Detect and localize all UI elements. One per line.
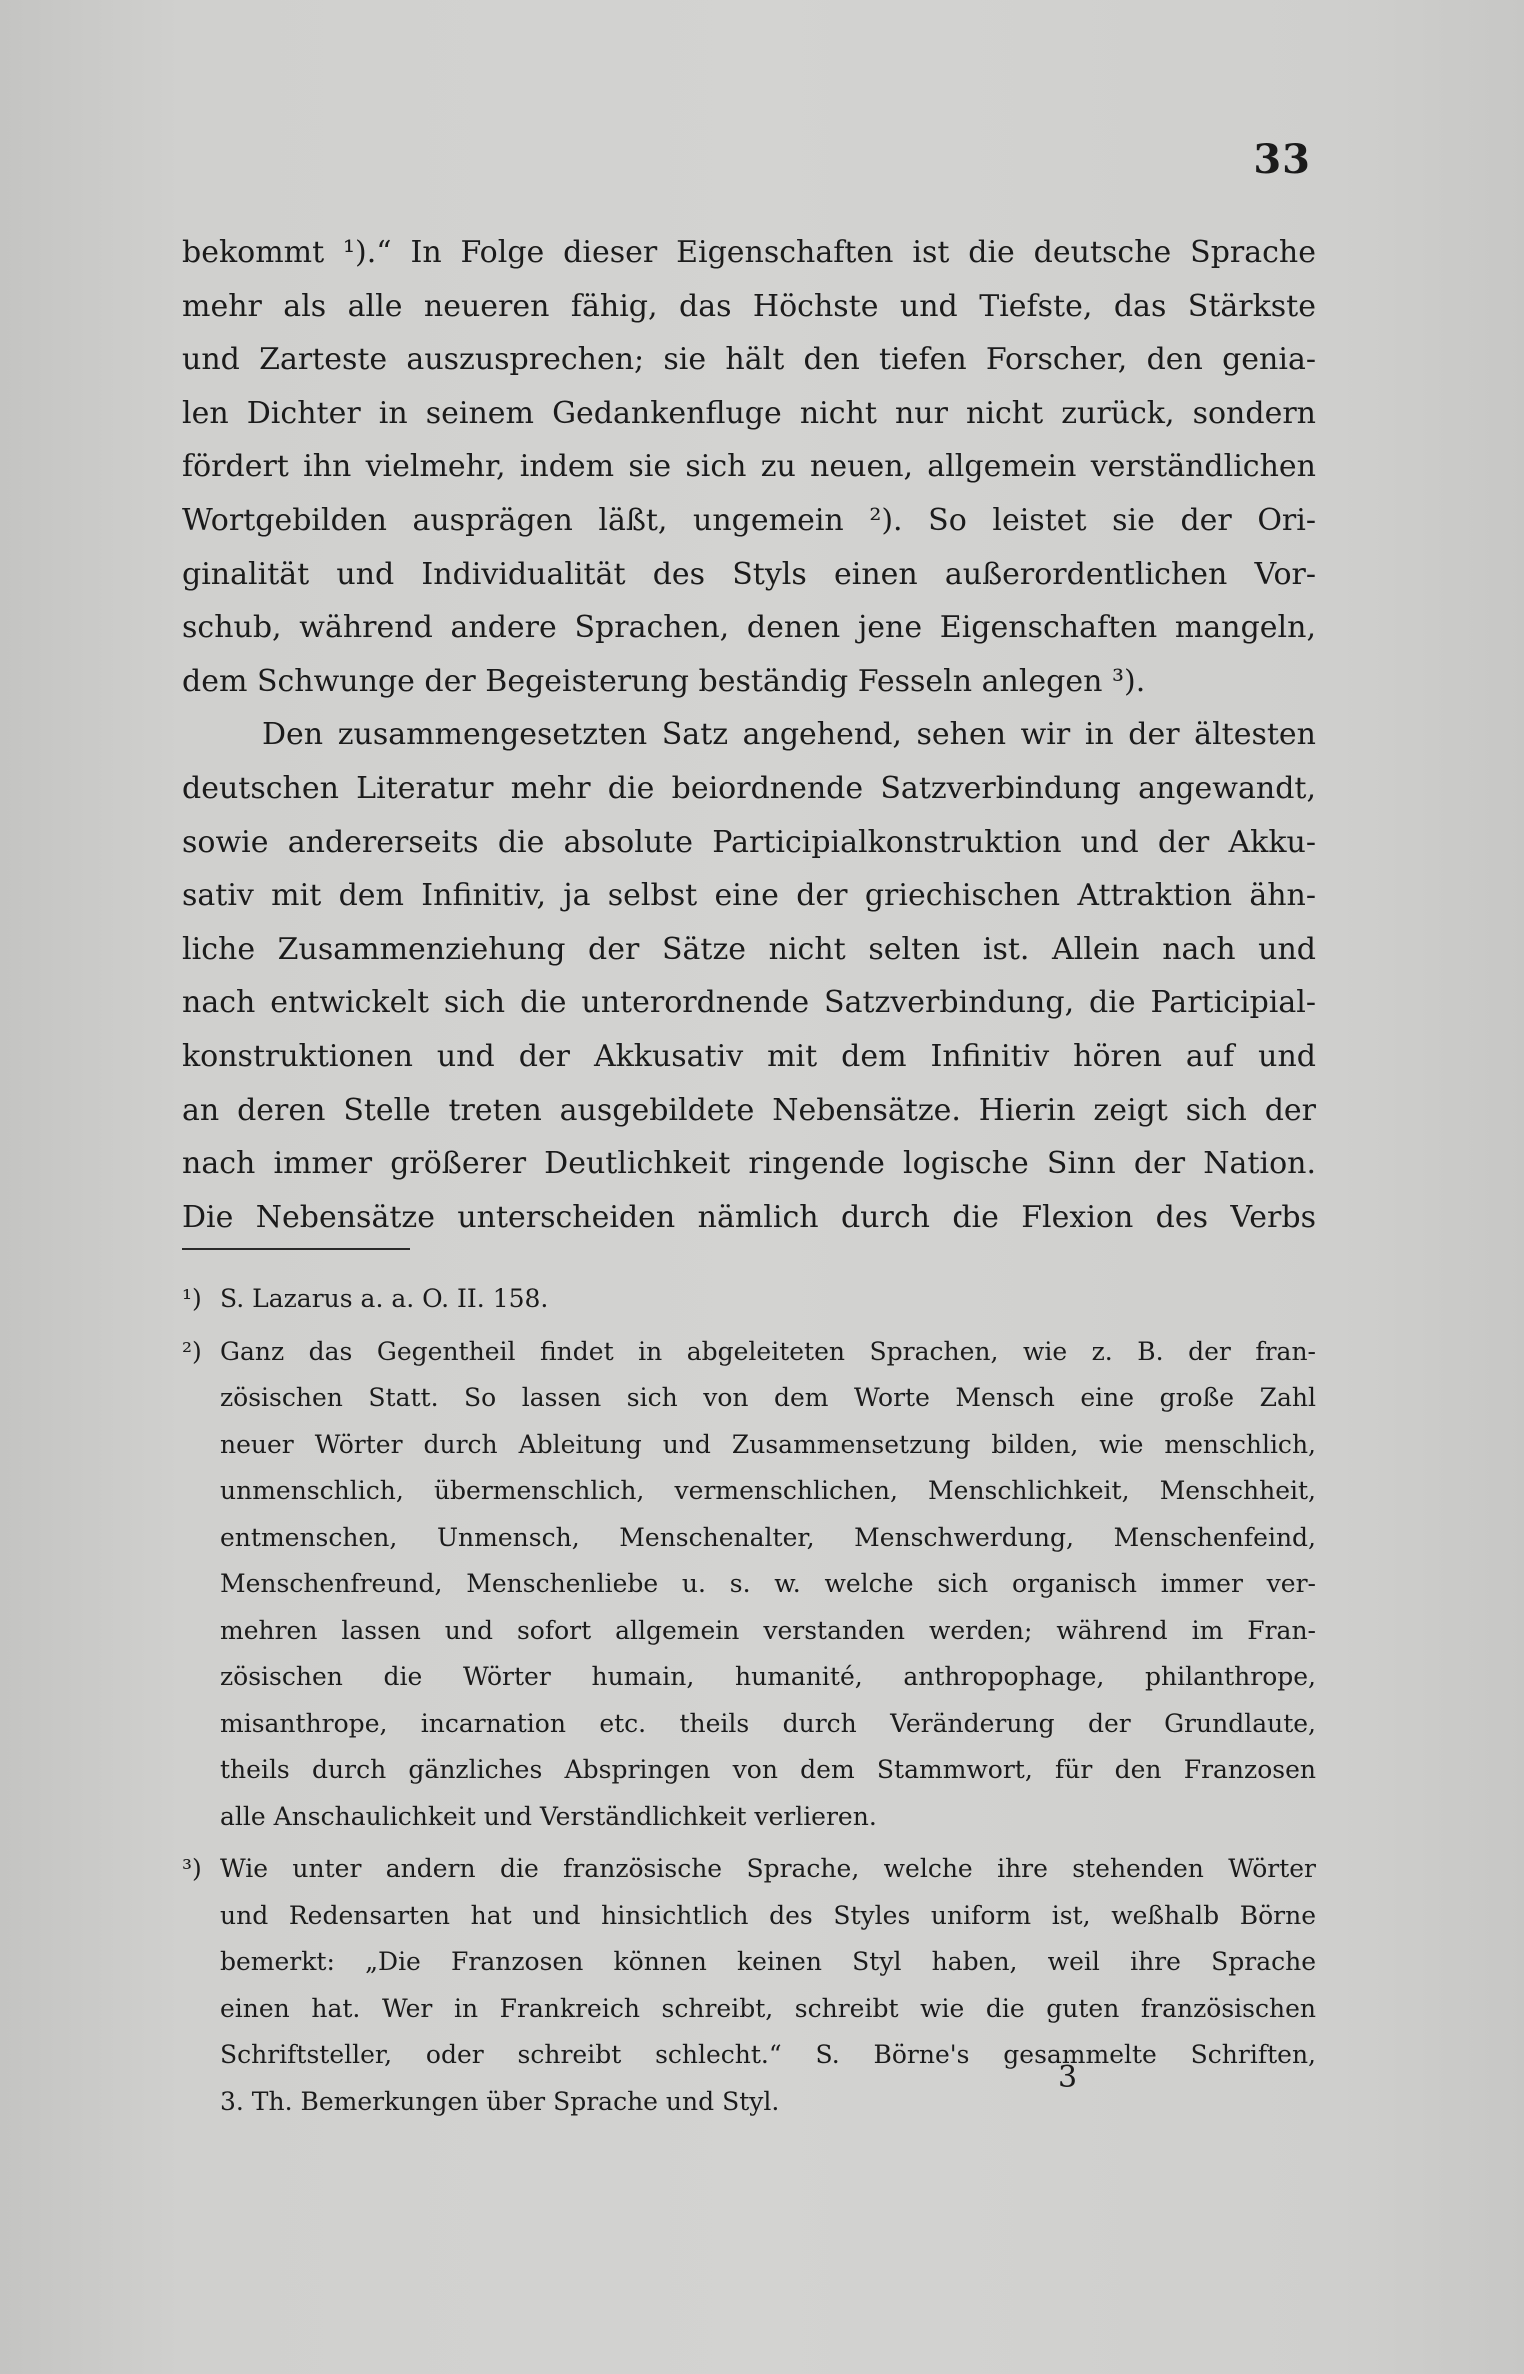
page-number: 33 (1253, 136, 1311, 183)
footnote-line: theils durch gänzliches Abspringen von dem Stammwort, für den Franzosen (220, 1755, 1316, 1784)
text-line: mehr als alle neueren fähig, das Höchste und Tiefste, das Stärkste (182, 288, 1316, 324)
footnote-line: Wie unter andern die französische Sprache, welche ihre stehenden Wörter (220, 1854, 1316, 1883)
footnote-line: und Redensarten hat und hinsichtlich des Styles uniform ist, weßhalb Börne (220, 1900, 1316, 1930)
signature-mark: 3 (1058, 2060, 1078, 2095)
footnote-3 (182, 1846, 1316, 2125)
footnote-line: 3. Th. Bemerkungen über Sprache und Styl. (220, 2086, 780, 2116)
footnote-line: entmenschen, Unmensch, Menschenalter, Menschwerdung, Menschenfeind, (220, 1522, 1316, 1552)
text-line: sativ mit dem Infinitiv, ja selbst eine der griechischen Attraktion ähn- (182, 878, 1316, 914)
text-line: und Zarteste auszusprechen; sie hält den tiefen Forscher, den genia- (182, 342, 1316, 378)
footnote-line: Ganz das Gegentheil findet in abgeleiteten Sprachen, wie z. B. der fran- (220, 1336, 1316, 1366)
text-line: len Dichter in seinem Gedankenfluge nicht nur nicht zurück, sondern (182, 395, 1316, 431)
footnote-line: mehren lassen und sofort allgemein verstanden werden; während im Fran- (220, 1615, 1316, 1645)
text-line: bekommt ¹).“ In Folge dieser Eigenschaften ist die deutsche Sprache (182, 235, 1316, 270)
text-line: sowie andererseits die absolute Participialkonstruktion und der Akku- (182, 824, 1316, 860)
footnote-line: misanthrope, incarnation etc. theils durch Veränderung der Grundlaute, (220, 1708, 1316, 1738)
text-line: Wortgebilden ausprägen läßt, ungemein ²). So leistet sie der Ori- (182, 502, 1316, 538)
text-line: schub, während andere Sprachen, denen jene Eigenschaften mangeln, (182, 610, 1316, 646)
footnote-line: bemerkt: „Die Franzosen können keinen Styl haben, weil ihre Sprache (220, 1947, 1316, 1976)
footnote-line: alle Anschaulichkeit und Verständlichkeit verlieren. (220, 1801, 877, 1831)
footnote-line: Schriftsteller, oder schreibt schlecht.“ S. Börne's gesammelte Schriften, (220, 2040, 1316, 2069)
text-line: nach immer größerer Deutlichkeit ringende logische Sinn der Nation. (182, 1146, 1316, 1182)
footnotes (182, 1276, 1316, 2131)
footnote-line: unmenschlich, übermenschlich, vermenschlichen, Menschlichkeit, Menschheit, (220, 1476, 1316, 1505)
footnote-marker: ³) (182, 1854, 202, 1883)
footnote-divider (182, 1248, 410, 1250)
text-line: ginalität und Individualität des Styls einen außerordentlichen Vor- (182, 556, 1316, 592)
main-text (182, 226, 1316, 1244)
footnote-line: S. Lazarus a. a. O. II. 158. (220, 1284, 549, 1313)
footnote-1 (182, 1276, 1316, 1323)
footnote-line: zösischen Statt. So lassen sich von dem Worte Mensch eine große Zahl (220, 1383, 1316, 1412)
footnote-line: Menschenfreund, Menschenliebe u. s. w. welche sich organisch immer ver- (220, 1569, 1316, 1598)
text-line: liche Zusammenziehung der Sätze nicht selten ist. Allein nach und (182, 931, 1316, 967)
text-line: fördert ihn vielmehr, indem sie sich zu neuen, allgemein verständlichen (182, 449, 1316, 485)
text-line: nach entwickelt sich die unterordnende Satzverbindung, die Participial- (182, 985, 1316, 1021)
text-line: Den zusammengesetzten Satz angehend, sehen wir in der ältesten (262, 717, 1316, 753)
footnote-line: neuer Wörter durch Ableitung und Zusammensetzung bilden, wie menschlich, (220, 1429, 1316, 1459)
footnote-line: zösischen die Wörter humain, humanité, anthropophage, philanthrope, (220, 1662, 1316, 1691)
text-line: konstruktionen und der Akkusativ mit dem Infinitiv hören auf und (182, 1038, 1316, 1074)
footnote-2 (182, 1329, 1316, 1841)
text-line: deutschen Literatur mehr die beiordnende Satzverbindung angewandt, (182, 770, 1316, 806)
text-line: dem Schwunge der Begeisterung beständig Fesseln anlegen ³). (182, 663, 1146, 699)
footnote-line: einen hat. Wer in Frankreich schreibt, schreibt wie die guten französischen (220, 1993, 1316, 2023)
footnote-marker: ¹) (182, 1284, 202, 1313)
footnote-marker: ²) (182, 1336, 202, 1366)
text-line: Die Nebensätze unterscheiden nämlich durch die Flexion des Verbs (182, 1199, 1316, 1235)
text-line: an deren Stelle treten ausgebildete Nebensätze. Hierin zeigt sich der (182, 1092, 1316, 1128)
